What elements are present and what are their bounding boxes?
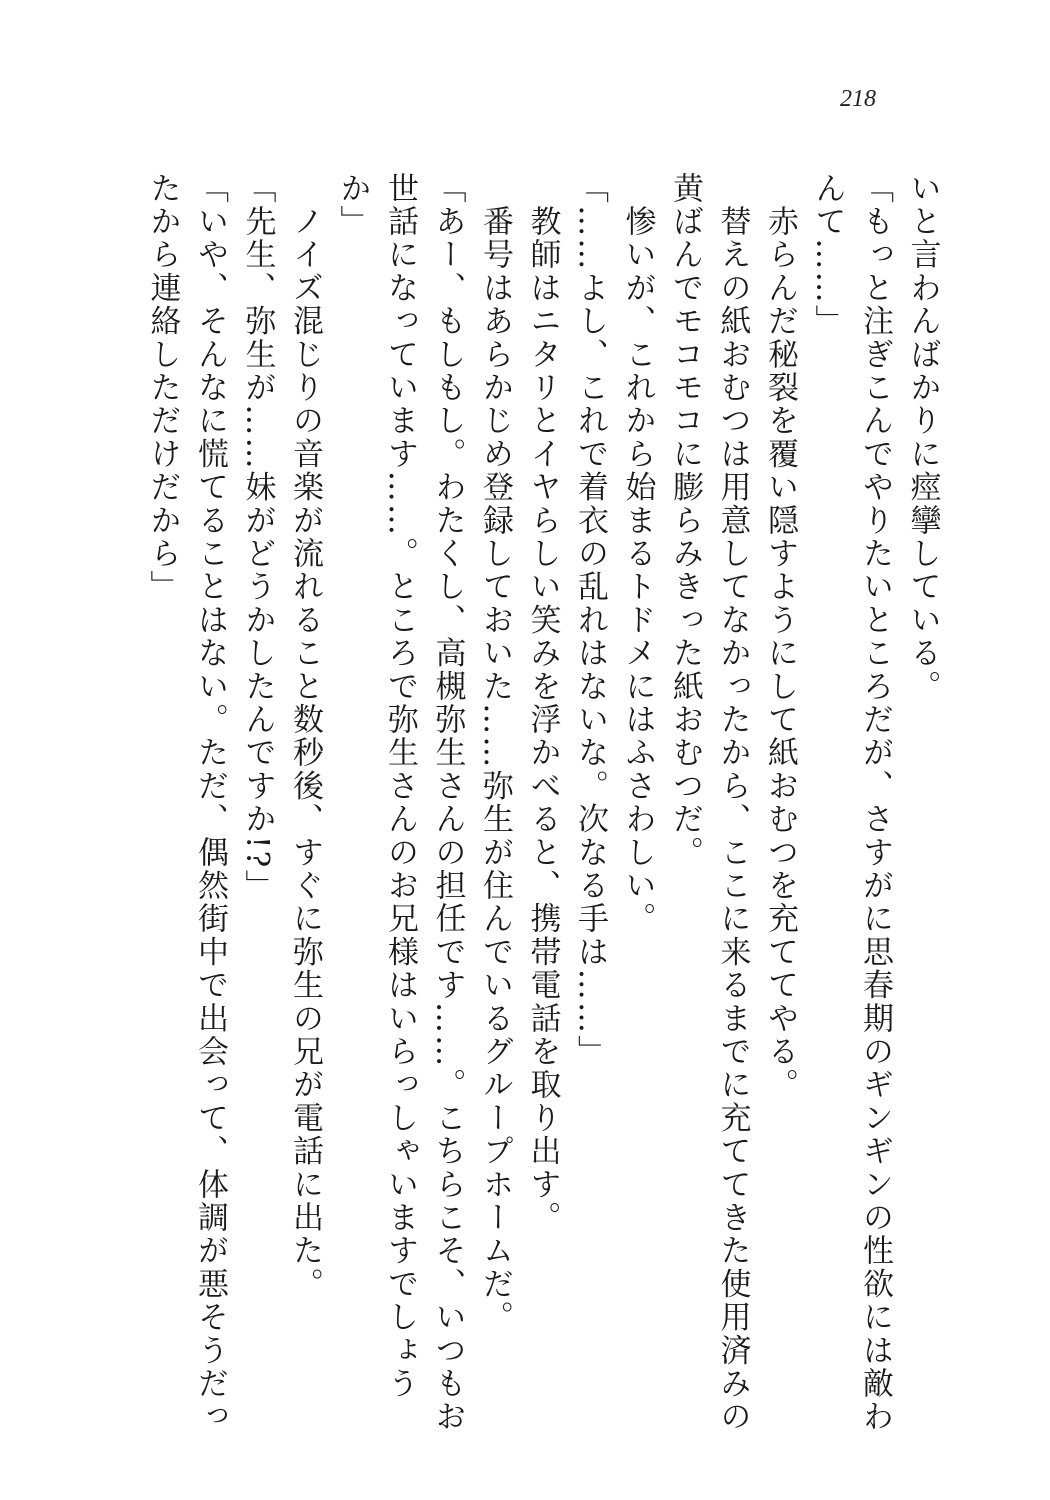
text-line: 「……よし、これで着衣の乱れはないな。次なる手は……」 bbox=[572, 172, 608, 1069]
page-number: 218 bbox=[840, 86, 876, 112]
text-line: 黄ばんでモコモコに膨らみきった紙おむつだ。 bbox=[667, 172, 703, 870]
text-line: 替えの紙おむつは用意してなかったから、ここに来るまでに充ててきた使用済みの bbox=[714, 172, 751, 1434]
text-line: か」 bbox=[334, 172, 371, 239]
text-line: 「もっと注ぎこんでやりたいところだが、さすがに思春期のギンギンの性欲には敵わ bbox=[857, 172, 893, 1434]
text-line: 赤らんだ秘裂を覆い隠すようにして紙おむつを充ててやる。 bbox=[762, 172, 798, 1102]
text-line: いと言わんばかりに痙攣している。 bbox=[904, 172, 941, 704]
text-line: ノイズ混じりの音楽が流れること数秒後、すぐに弥生の兄が電話に出た。 bbox=[287, 172, 323, 1301]
text-line: たから連絡しただけだから」 bbox=[144, 172, 181, 604]
text-line: んて……」 bbox=[809, 172, 846, 338]
text-line: 惨いが、これから始まるトドメにはふさわしい。 bbox=[619, 172, 656, 936]
text-line: 世話になっています……。ところで弥生さんのお兄様はいらっしゃいますでしょう bbox=[382, 172, 418, 1401]
body-text bbox=[138, 172, 946, 1434]
text-line: 「あー、もしもし。わたくし、高槻弥生さんの担任です……。こちらこそ、いつもお bbox=[429, 172, 466, 1434]
text-line: 「いや、そんなに慌てることはない。ただ、偶然街中で出会って、体調が悪そうだっ bbox=[192, 172, 228, 1434]
text-line: 教師はニタリとイヤらしい笑みを浮かべると、携帯電話を取り出す。 bbox=[524, 172, 561, 1235]
text-line: 「先生、弥生が……妹がどうかしたんですか!?」 bbox=[239, 172, 276, 903]
text-line: 番号はあらかじめ登録しておいた……弥生が住んでいるグループホームだ。 bbox=[477, 172, 513, 1334]
